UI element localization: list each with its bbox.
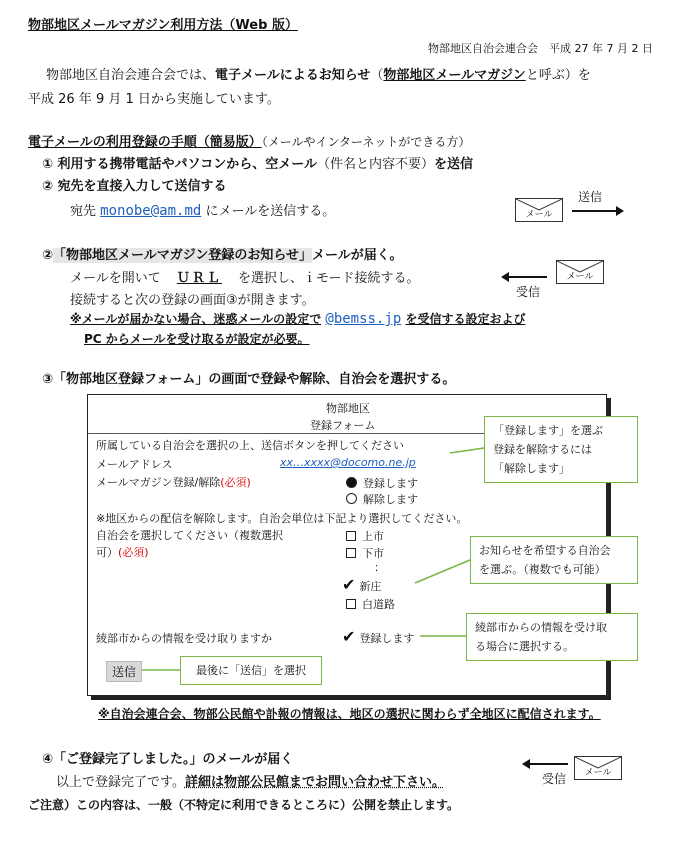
email-address-link[interactable]: monobe@am.md <box>100 203 202 219</box>
notice: ご注意）この内容は、一般（不特定に利用できるところに）公開を禁止します。 <box>28 798 460 812</box>
section2-line3: 接続すると次の登録の画面③が開きます。 <box>70 293 315 308</box>
association-label-1: 自治会を選択してください（複数選択 <box>96 529 283 542</box>
checkmark-icon: ✔ <box>342 627 356 646</box>
step2-text: 宛先を直接入力して送信する <box>57 179 227 194</box>
cancel-note: ※地区からの配信を解除します。自治会単位は下記より選択してください。 <box>96 512 468 525</box>
checkbox-label: 上市 <box>362 530 384 543</box>
callout-line: 最後に「送信」を選択 <box>196 664 306 677</box>
intro-text-end: と呼ぶ）を <box>525 68 591 83</box>
registration-label-text: メールマガジン登録/解除 <box>96 476 221 489</box>
step2-number: ② <box>42 179 54 194</box>
section1-note: （メールやインターネットができる方） <box>261 135 471 149</box>
address-suffix: にメールを送信する。 <box>205 204 336 219</box>
step1-note: （件名と内容不要） <box>317 157 435 172</box>
send-label: 送信 <box>578 190 603 204</box>
completion-text: 以上で登録完了です。 <box>56 775 185 790</box>
intro-text: 物部地区自治会連合会では、 <box>46 68 216 83</box>
note-text-2: を受信する設定および <box>405 312 526 326</box>
step1-end: を送信 <box>434 157 474 172</box>
intro-line-2: 平成 26 年 9 月 1 日から実施しています。 <box>28 92 280 107</box>
callout-line: 「登録します」を選ぶ <box>493 424 603 437</box>
form-instruction: 所属している自治会を選択の上、送信ボタンを押してください <box>96 439 404 452</box>
intro-paren: （ <box>370 68 384 83</box>
domain-text: @bemss.jp <box>325 311 402 327</box>
step1-text: 利用する携帯電話やパソコンから、空メール <box>57 157 318 172</box>
section2-note-2: PC からメールを受け取るが設定が必要。 <box>84 332 310 346</box>
callout-line: お知らせを希望する自治会 <box>479 544 611 557</box>
callout-line: を選ぶ。（複数でも可能） <box>479 563 606 576</box>
submit-button[interactable]: 送信 <box>106 661 142 682</box>
callout-line: る場合に選択する。 <box>475 640 574 653</box>
page-title: 物部地区メールマガジン利用方法（Web 版） <box>28 18 298 33</box>
radio-cancel-label: 解除します <box>363 493 418 506</box>
checkbox-label: 登録します <box>359 632 415 645</box>
mail-envelope-icon <box>574 756 622 780</box>
receive-arrow-icon <box>524 763 568 765</box>
url-link[interactable]: ＵＲＬ <box>176 271 222 286</box>
checkbox-label: 白道路 <box>362 598 395 611</box>
receive-label: 受信 <box>516 285 541 299</box>
checkbox-label: 新庄 <box>359 580 382 593</box>
intro-magazine-name: 物部地区メールマガジン <box>383 68 526 83</box>
callout-line: 登録を解除するには <box>493 443 592 456</box>
contact-text: 詳細は物部公民館までお問い合わせ下さい。 <box>184 775 445 790</box>
receive-label: 受信 <box>542 772 567 786</box>
checkmark-icon: ✔ <box>342 575 356 594</box>
email-field[interactable]: xx…xxxx@docomo.ne.jp <box>280 456 416 469</box>
section2-quote: 「物部地区メールマガジン登録のお知らせ」 <box>53 248 313 263</box>
mail-icon-label: メール <box>584 768 612 778</box>
city-info-label: 綾部市からの情報を受け取りますか <box>96 632 272 645</box>
section4-line2 <box>56 771 445 790</box>
required-mark: (必須) <box>220 476 251 489</box>
form-title-2: 登録フォーム <box>310 419 376 432</box>
callout-line: 「解除します」 <box>493 462 570 475</box>
section4-heading: ④「ご登録完了しました。」のメールが届く <box>42 752 294 767</box>
mail-icon-label: メール <box>525 210 553 220</box>
association-label-text: 可） <box>96 546 118 559</box>
section2-select: を選択し、ｉモード接続する。 <box>238 271 420 286</box>
ellipsis-marker: ： <box>374 561 385 574</box>
checkbox-label: 下市 <box>362 547 384 560</box>
intro-emphasis: 電子メールによるお知らせ <box>215 68 371 83</box>
step1-number: ① <box>42 157 54 172</box>
section3-heading: ③「物部地区登録フォーム」の画面で登録や解除、自治会を選択する。 <box>42 372 456 387</box>
section2-rest: メールが届く。 <box>312 248 403 263</box>
callout-line: 綾部市からの情報を受け取 <box>475 621 607 634</box>
mail-icon-label: メール <box>566 272 594 282</box>
section2-number: ② <box>42 248 54 263</box>
radio-register-label: 登録します <box>363 477 418 490</box>
association-required: (必須) <box>118 546 149 559</box>
email-label: メールアドレス <box>96 458 173 471</box>
section2-open-mail: メールを開いて <box>70 271 161 286</box>
issuer-date: 物部地区自治会連合会 平成 27 年 7 月 2 日 <box>428 42 653 55</box>
address-prefix: 宛先 <box>70 204 97 219</box>
form-title-1: 物部地区 <box>326 402 370 415</box>
section1-title: 電子メールの利用登録の手順（簡易版） <box>28 135 262 150</box>
footnote: ※自治会連合会、物部公民館や訃報の情報は、地区の選択に関わらず全地区に配信されます。 <box>98 707 601 721</box>
note-text: ※メールが届かない場合、迷惑メールの設定で <box>70 312 322 326</box>
